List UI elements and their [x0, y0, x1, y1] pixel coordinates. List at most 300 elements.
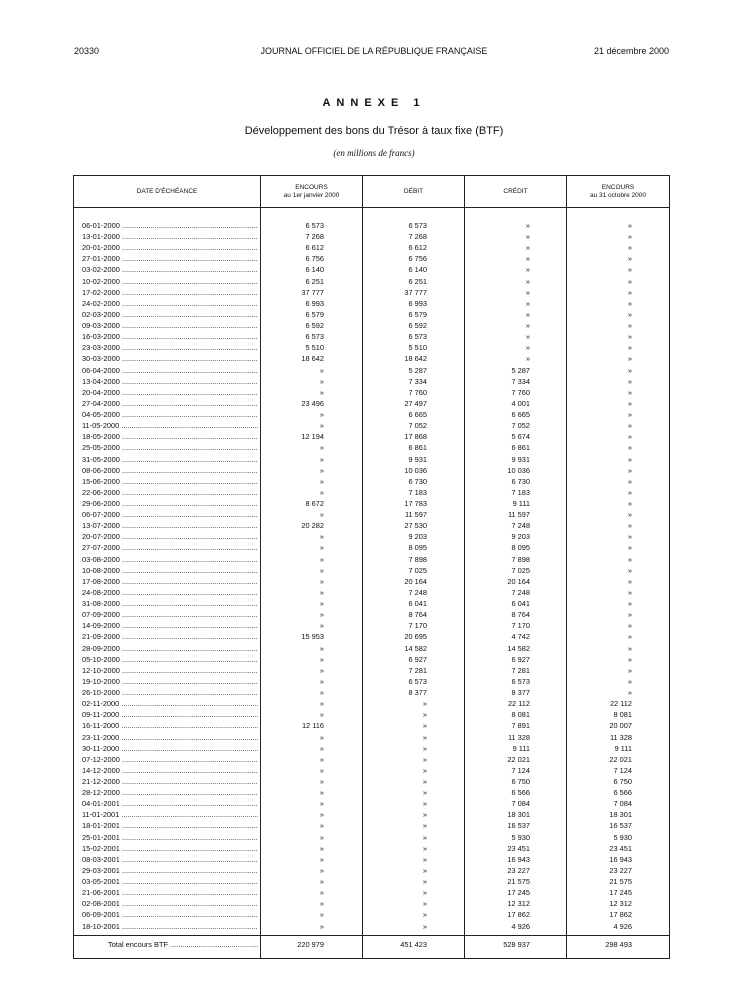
encours-end-value: »: [627, 665, 632, 675]
credit-value: 4 001: [511, 398, 530, 408]
maturity-date: 30-03-2000 .....: [82, 353, 258, 364]
encours-end-value: »: [627, 387, 632, 397]
table-row: [74, 298, 669, 309]
encours-start-value: 18 642: [301, 354, 324, 364]
table-row: [74, 854, 669, 865]
credit-value: 6 927: [511, 654, 530, 664]
encours-start-value: »: [319, 865, 324, 875]
encours-start-value: »: [319, 654, 324, 664]
credit-value: »: [525, 287, 530, 297]
debit-value: 6 573: [408, 221, 427, 230]
debit-value: »: [422, 832, 427, 842]
encours-end-value: »: [627, 688, 632, 698]
encours-end-value: 23 451: [609, 843, 632, 853]
credit-value: 5 674: [511, 432, 530, 442]
maturity-date: 13-07-2000 .....: [82, 520, 258, 531]
publication-date: 21 décembre 2000: [593, 46, 669, 56]
maturity-date: 23-11-2000 .....: [82, 732, 258, 743]
table-row: [74, 387, 669, 398]
credit-value: »: [525, 332, 530, 342]
debit-value: 5 287: [408, 365, 427, 375]
maturity-date: 05-10-2000 .....: [82, 654, 258, 665]
annex-heading: ANNEXE 1: [322, 97, 426, 109]
encours-end-value: 7 124: [613, 765, 632, 775]
table-row: [74, 309, 669, 320]
maturity-date: 25-01-2001 .....: [82, 832, 258, 843]
debit-value: 8 764: [408, 610, 427, 620]
credit-value: 21 575: [507, 877, 530, 887]
encours-start-value: »: [319, 777, 324, 786]
credit-value: 6 573: [511, 676, 530, 686]
encours-start-value: »: [319, 510, 324, 520]
maturity-date: 18-10-2001 .....: [82, 921, 258, 932]
maturity-date: 21-06-2001 .....: [82, 887, 258, 898]
debit-value: 17 783: [404, 499, 427, 508]
table-row: [74, 465, 669, 476]
total-credit: 528 937: [503, 940, 530, 949]
encours-start-value: »: [319, 554, 324, 564]
encours-end-value: »: [627, 376, 632, 386]
credit-value: »: [525, 354, 530, 364]
debit-value: 7 025: [408, 565, 427, 575]
maturity-date: 02-08-2001 .....: [82, 898, 258, 909]
debit-value: 7 760: [408, 387, 427, 397]
debit-value: »: [422, 899, 427, 909]
credit-value: 23 227: [507, 865, 530, 875]
credit-value: »: [525, 254, 530, 264]
debit-value: 7 183: [408, 487, 427, 497]
table-row: [74, 765, 669, 776]
encours-end-value: »: [627, 643, 632, 653]
encours-end-value: »: [627, 454, 632, 464]
encours-end-value: 9 111: [614, 743, 632, 753]
total-debit: 451 423: [400, 940, 427, 949]
table-row: [74, 887, 669, 898]
debit-value: 6 251: [408, 276, 427, 286]
encours-start-value: 6 592: [305, 321, 324, 331]
table-row: [74, 431, 669, 442]
encours-start-value: »: [319, 543, 324, 553]
encours-end-value: »: [627, 265, 632, 275]
table-row: [74, 776, 669, 787]
debit-value: 37 777: [404, 287, 427, 297]
encours-start-value: »: [319, 599, 324, 609]
table-row: [74, 487, 669, 498]
encours-start-value: »: [319, 821, 324, 831]
credit-value: 7 052: [511, 421, 530, 431]
debit-value: 5 510: [408, 343, 427, 353]
debit-value: 6 579: [408, 309, 427, 319]
maturity-date: 16-11-2000 .....: [82, 720, 258, 731]
maturity-date: 22-06-2000 .....: [82, 487, 258, 498]
table-row: [74, 665, 669, 676]
column-header-date: DATE D'ÉCHÉANCE: [136, 187, 198, 195]
page-number: 20330: [74, 46, 100, 56]
maturity-date: 15-02-2001 .....: [82, 843, 258, 854]
encours-end-value: »: [627, 676, 632, 686]
debit-value: 6 993: [408, 298, 427, 308]
credit-value: 12 312: [507, 899, 530, 909]
encours-end-value: »: [627, 565, 632, 575]
table-row: [74, 509, 669, 520]
credit-value: 22 021: [507, 754, 530, 764]
maturity-date: 16-03-2000 .....: [82, 331, 258, 342]
table-row: [74, 342, 669, 353]
table-row: [74, 576, 669, 587]
maturity-date: 08-06-2000 .....: [82, 465, 258, 476]
credit-value: 9 111: [512, 499, 530, 508]
table-row: [74, 520, 669, 531]
encours-start-value: 6 573: [305, 332, 324, 342]
debit-value: 27 530: [404, 521, 427, 531]
maturity-date: 03-02-2000 .....: [82, 264, 258, 275]
encours-end-value: 20 007: [609, 721, 632, 731]
maturity-date: 10-02-2000 .....: [82, 276, 258, 287]
credit-value: 16 537: [507, 821, 530, 831]
encours-start-value: »: [319, 376, 324, 386]
encours-start-value: »: [319, 921, 324, 931]
maturity-date: 18-05-2000 .....: [82, 431, 258, 442]
maturity-date: 09-11-2000 .....: [82, 709, 258, 720]
encours-end-value: »: [627, 621, 632, 631]
encours-end-value: »: [627, 343, 632, 353]
maturity-date: 21-09-2000 .....: [82, 631, 258, 642]
encours-end-value: »: [627, 254, 632, 264]
table-row: [74, 353, 669, 364]
encours-start-value: »: [319, 877, 324, 887]
table-row: [74, 631, 669, 642]
table-row: [74, 542, 669, 553]
maturity-date: 17-08-2000 .....: [82, 576, 258, 587]
maturity-date: 24-02-2000 .....: [82, 298, 258, 309]
credit-value: 7 334: [511, 376, 530, 386]
debit-value: 6 140: [408, 265, 427, 275]
encours-start-value: »: [319, 899, 324, 909]
encours-start-value: 12 194: [301, 432, 324, 442]
maturity-date: 15-06-2000 .....: [82, 476, 258, 487]
table-row: [74, 264, 669, 275]
encours-end-value: »: [627, 610, 632, 620]
debit-value: »: [422, 921, 427, 931]
encours-end-value: »: [627, 465, 632, 475]
encours-end-value: »: [627, 510, 632, 520]
debit-value: 8 377: [408, 688, 427, 698]
maturity-date: 17-02-2000 .....: [82, 287, 258, 298]
credit-value: »: [525, 276, 530, 286]
units-note: (en millions de francs): [333, 148, 415, 158]
encours-start-value: 7 268: [305, 232, 324, 242]
table-row: [74, 820, 669, 831]
encours-end-value: 4 926: [613, 921, 632, 931]
table-row: [74, 676, 669, 687]
credit-value: »: [525, 265, 530, 275]
encours-start-value: »: [319, 732, 324, 742]
debit-value: »: [422, 743, 427, 753]
encours-start-value: »: [319, 676, 324, 686]
maturity-date: 27-01-2000 .....: [82, 253, 258, 264]
credit-value: 7 124: [511, 765, 530, 775]
debit-value: 7 052: [408, 421, 427, 431]
table-row: [74, 654, 669, 665]
document-title: Développement des bons du Trésor à taux fixe (BTF): [244, 125, 504, 137]
encours-start-value: 6 993: [305, 298, 324, 308]
total-rule: [74, 935, 669, 936]
credit-value: »: [525, 221, 530, 230]
encours-end-value: »: [627, 576, 632, 586]
debit-value: 6 665: [408, 410, 427, 420]
encours-start-value: »: [319, 621, 324, 631]
encours-end-value: 22 021: [609, 754, 632, 764]
maturity-date: 31-08-2000 .....: [82, 598, 258, 609]
maturity-date: 11-01-2001 .....: [82, 809, 258, 820]
maturity-date: 20-04-2000 .....: [82, 387, 258, 398]
table-row: [74, 253, 669, 264]
table-row: [74, 798, 669, 809]
encours-end-value: 17 245: [609, 888, 632, 898]
encours-end-value: »: [627, 654, 632, 664]
debit-value: 18 642: [404, 354, 427, 364]
table-row: [74, 476, 669, 487]
debit-value: 9 931: [408, 454, 427, 464]
encours-start-value: »: [319, 788, 324, 798]
total-row: [74, 939, 669, 951]
encours-end-value: 11 328: [609, 732, 632, 742]
encours-end-value: »: [627, 432, 632, 442]
debit-value: 6 730: [408, 476, 427, 486]
credit-value: 7 281: [511, 665, 530, 675]
table-row: [74, 754, 669, 765]
credit-value: 8 081: [511, 710, 530, 720]
credit-value: 17 862: [507, 910, 530, 920]
table-row: [74, 398, 669, 409]
table-row: [74, 365, 669, 376]
debit-value: 6 573: [408, 676, 427, 686]
debit-value: 6 861: [408, 443, 427, 453]
maturity-date: 04-01-2001 .....: [82, 798, 258, 809]
credit-value: »: [525, 298, 530, 308]
encours-end-value: »: [627, 332, 632, 342]
debit-value: 6 927: [408, 654, 427, 664]
encours-end-value: »: [627, 443, 632, 453]
encours-start-value: »: [319, 688, 324, 698]
debit-value: »: [422, 732, 427, 742]
encours-start-value: »: [319, 610, 324, 620]
encours-start-value: »: [319, 387, 324, 397]
journal-title: JOURNAL OFFICIEL DE LA RÉPUBLIQUE FRANÇAISE: [260, 46, 488, 56]
encours-start-value: »: [319, 743, 324, 753]
encours-start-value: »: [319, 888, 324, 898]
table-row: [74, 643, 669, 654]
encours-end-value: »: [627, 476, 632, 486]
encours-end-value: 5 930: [613, 832, 632, 842]
debit-value: 7 334: [408, 376, 427, 386]
encours-end-value: 18 301: [609, 810, 632, 820]
maturity-date: 13-01-2000 .....: [82, 231, 258, 242]
credit-value: 14 582: [507, 643, 530, 653]
maturity-date: 27-07-2000 .....: [82, 542, 258, 553]
encours-end-value: »: [627, 410, 632, 420]
table-row: [74, 587, 669, 598]
encours-end-value: 22 112: [609, 699, 632, 709]
encours-end-value: »: [627, 421, 632, 431]
credit-value: 6 566: [511, 788, 530, 798]
credit-value: »: [525, 243, 530, 253]
credit-value: 6 861: [511, 443, 530, 453]
column-header-debit: DÉBIT: [403, 187, 424, 195]
credit-value: »: [525, 343, 530, 353]
encours-start-value: »: [319, 643, 324, 653]
encours-end-value: »: [627, 243, 632, 253]
credit-value: 8 377: [511, 688, 530, 698]
maturity-date: 02-03-2000 .....: [82, 309, 258, 320]
table-row: [74, 720, 669, 731]
encours-end-value: 12 312: [609, 899, 632, 909]
debit-value: »: [422, 888, 427, 898]
maturity-date: 24-08-2000 .....: [82, 587, 258, 598]
table-row: [74, 276, 669, 287]
credit-value: 5 930: [511, 832, 530, 842]
debit-value: 7 170: [408, 621, 427, 631]
maturity-date: 03-05-2001 .....: [82, 876, 258, 887]
debit-value: »: [422, 865, 427, 875]
encours-start-value: »: [319, 454, 324, 464]
encours-end-value: 23 227: [609, 865, 632, 875]
table-row: [74, 687, 669, 698]
encours-start-value: »: [319, 799, 324, 809]
debit-value: 6 592: [408, 321, 427, 331]
maturity-date: 10-08-2000 .....: [82, 565, 258, 576]
credit-value: 9 203: [511, 532, 530, 542]
encours-start-value: 5 510: [305, 343, 324, 353]
table-row: [74, 832, 669, 843]
encours-start-value: »: [319, 365, 324, 375]
encours-end-value: »: [627, 287, 632, 297]
encours-start-value: »: [319, 565, 324, 575]
column-header-credit: CRÉDIT: [503, 187, 528, 195]
table-row: [74, 921, 669, 932]
credit-value: 8 764: [511, 610, 530, 620]
maturity-date: 21-12-2000 .....: [82, 776, 258, 787]
credit-value: 6 730: [511, 476, 530, 486]
encours-end-value: »: [627, 321, 632, 331]
debit-value: »: [422, 799, 427, 809]
encours-start-value: »: [319, 443, 324, 453]
encours-start-value: 6 612: [305, 243, 324, 253]
table-row: [74, 442, 669, 453]
table-row: [74, 620, 669, 631]
credit-value: 11 597: [507, 510, 530, 520]
encours-start-value: »: [319, 699, 324, 709]
encours-end-value: »: [627, 521, 632, 531]
maturity-date: 06-07-2000 .....: [82, 509, 258, 520]
debit-value: 17 868: [404, 432, 427, 442]
credit-value: 9 931: [511, 454, 530, 464]
table-row: [74, 732, 669, 743]
encours-end-value: »: [627, 309, 632, 319]
encours-end-value: »: [627, 398, 632, 408]
maturity-date: 06-04-2000 .....: [82, 365, 258, 376]
debit-value: 6 612: [408, 243, 427, 253]
encours-end-value: 7 084: [613, 799, 632, 809]
debit-value: 6 756: [408, 254, 427, 264]
encours-start-value: 6 251: [305, 276, 324, 286]
encours-start-value: 15 953: [301, 632, 324, 642]
encours-start-value: 6 579: [305, 309, 324, 319]
table-row: [74, 909, 669, 920]
maturity-date: 13-04-2000 .....: [82, 376, 258, 387]
debit-value: »: [422, 854, 427, 864]
debit-value: 7 268: [408, 232, 427, 242]
maturity-date: 12-10-2000 .....: [82, 665, 258, 676]
maturity-date: 29-06-2000 .....: [82, 498, 258, 509]
encours-end-value: »: [627, 554, 632, 564]
credit-value: 11 328: [507, 732, 530, 742]
encours-end-value: »: [627, 599, 632, 609]
encours-start-value: »: [319, 810, 324, 820]
credit-value: 22 112: [507, 699, 530, 709]
credit-value: 10 036: [507, 465, 530, 475]
maturity-date: 09-03-2000 .....: [82, 320, 258, 331]
maturity-date: 29-03-2001 .....: [82, 865, 258, 876]
credit-value: 6 041: [511, 599, 530, 609]
table-row: [74, 809, 669, 820]
debit-value: 20 695: [404, 632, 427, 642]
credit-value: »: [525, 321, 530, 331]
table-row: [74, 331, 669, 342]
debit-value: 6 573: [408, 332, 427, 342]
maturity-date: 20-07-2000 .....: [82, 531, 258, 542]
column-header-encours-end: ENCOURS au 31 octobre 2000: [589, 184, 647, 199]
encours-end-value: 17 862: [609, 910, 632, 920]
credit-value: 23 451: [507, 843, 530, 853]
credit-value: 7 248: [511, 587, 530, 597]
encours-start-value: »: [319, 410, 324, 420]
encours-end-value: 16 943: [609, 854, 632, 864]
debit-value: 6 041: [408, 599, 427, 609]
encours-end-value: »: [627, 632, 632, 642]
credit-value: 18 301: [507, 810, 530, 820]
encours-start-value: »: [319, 854, 324, 864]
debit-value: 11 597: [404, 510, 427, 520]
table-row: [74, 220, 669, 231]
maturity-date: 30-11-2000 .....: [82, 743, 258, 754]
maturity-date: 25-05-2000 .....: [82, 442, 258, 453]
encours-start-value: 8 672: [305, 499, 324, 508]
credit-value: 6 750: [511, 777, 530, 786]
table-row: [74, 843, 669, 854]
encours-end-value: »: [627, 354, 632, 364]
credit-value: 4 926: [511, 921, 530, 931]
table-row: [74, 698, 669, 709]
encours-start-value: 12 116: [301, 721, 324, 731]
encours-end-value: 8 081: [613, 710, 632, 720]
encours-end-value: »: [627, 532, 632, 542]
table-row: [74, 898, 669, 909]
maturity-date: 14-09-2000 .....: [82, 620, 258, 631]
debit-value: »: [422, 721, 427, 731]
table-row: [74, 376, 669, 387]
table-row: [74, 454, 669, 465]
table-row: [74, 420, 669, 431]
total-label: Total encours BTF .....: [108, 939, 258, 951]
maturity-date: 31-05-2000 .....: [82, 454, 258, 465]
debit-value: »: [422, 788, 427, 798]
encours-end-value: »: [627, 543, 632, 553]
encours-start-value: »: [319, 765, 324, 775]
debit-value: »: [422, 843, 427, 853]
encours-start-value: »: [319, 532, 324, 542]
credit-value: 7 898: [511, 554, 530, 564]
